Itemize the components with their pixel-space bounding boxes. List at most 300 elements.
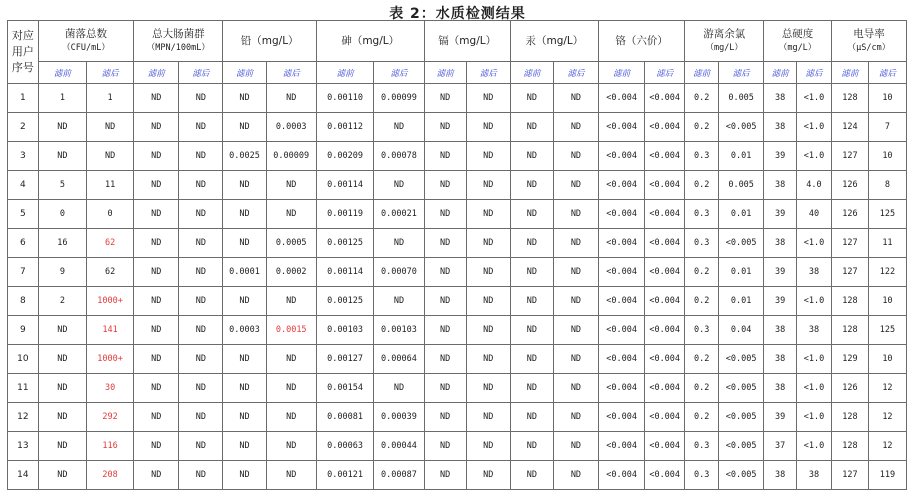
table-cell: 128 — [831, 403, 868, 432]
table-cell: 38 — [764, 171, 797, 200]
user-index-header — [8, 21, 39, 84]
table-cell: ND — [466, 84, 510, 113]
table-cell: ND — [553, 287, 598, 316]
table-cell: ND — [134, 258, 179, 287]
sub-label-before: 滤前 — [764, 62, 797, 84]
table-cell: ND — [466, 345, 510, 374]
table-cell: <0.004 — [599, 84, 645, 113]
table-cell: ND — [553, 84, 598, 113]
table-cell: ND — [179, 171, 223, 200]
table-cell: 0.2 — [685, 403, 719, 432]
table-cell: ND — [466, 432, 510, 461]
sub-label-after: 滤后 — [466, 62, 510, 84]
table-cell: 0.2 — [685, 345, 719, 374]
table-cell: ND — [38, 345, 86, 374]
table-cell: <0.004 — [599, 461, 645, 490]
table-cell: ND — [424, 200, 466, 229]
table-cell: ND — [510, 229, 553, 258]
table-cell: 0.2 — [685, 171, 719, 200]
table-cell: <1.0 — [797, 229, 832, 258]
row-index-cell: 9 — [8, 316, 39, 345]
table-cell: ND — [374, 113, 424, 142]
table-cell: 0.00063 — [316, 432, 373, 461]
chlorine-unit: （mg/L） — [705, 42, 743, 53]
table-cell: 125 — [868, 200, 906, 229]
table-cell: <0.004 — [599, 316, 645, 345]
table-cell: ND — [510, 316, 553, 345]
bacteria-unit: （CFU/mL） — [62, 42, 110, 53]
table-cell: <0.004 — [645, 84, 685, 113]
table-cell: ND — [223, 432, 266, 461]
table-cell: <0.004 — [645, 461, 685, 490]
table-cell: 122 — [868, 258, 906, 287]
table-cell: ND — [510, 403, 553, 432]
table-cell: ND — [374, 171, 424, 200]
table-cell: 39 — [764, 258, 797, 287]
table-cell: <0.004 — [645, 258, 685, 287]
table-cell: 0.0002 — [266, 258, 316, 287]
table-cell: 38 — [764, 84, 797, 113]
table-cell: ND — [553, 374, 598, 403]
table-cell: 0.2 — [685, 258, 719, 287]
table-cell: 1000+ — [87, 287, 134, 316]
table-cell: ND — [466, 171, 510, 200]
user-header-line-1: 对应 — [11, 29, 34, 42]
sub-label-before: 滤前 — [134, 62, 179, 84]
table-cell: 116 — [87, 432, 134, 461]
table-cell: ND — [38, 432, 86, 461]
table-cell: 0.01 — [719, 200, 764, 229]
table-row — [8, 84, 907, 113]
table-cell: <0.004 — [599, 374, 645, 403]
table-cell: 30 — [87, 374, 134, 403]
table-cell: <0.004 — [599, 229, 645, 258]
sub-header-row — [8, 62, 907, 84]
table-cell: 38 — [764, 113, 797, 142]
hardness-name: 总硬度 — [781, 27, 814, 40]
table-cell: 0.00070 — [374, 258, 424, 287]
table-cell: 0.00154 — [316, 374, 373, 403]
table-cell: ND — [266, 345, 316, 374]
sub-label-after: 滤后 — [553, 62, 598, 84]
table-cell: 127 — [831, 142, 868, 171]
table-cell: <1.0 — [797, 84, 832, 113]
table-cell: ND — [266, 171, 316, 200]
table-cell: <0.004 — [645, 142, 685, 171]
table-cell: ND — [424, 287, 466, 316]
table-cell: ND — [179, 432, 223, 461]
table-cell: 12 — [868, 403, 906, 432]
table-cell: <0.004 — [599, 258, 645, 287]
table-cell: <0.004 — [599, 345, 645, 374]
table-cell: 38 — [797, 258, 832, 287]
table-cell: ND — [134, 345, 179, 374]
table-cell: ND — [134, 461, 179, 490]
table-cell: ND — [134, 200, 179, 229]
table-cell: 2 — [38, 287, 86, 316]
table-cell: ND — [553, 345, 598, 374]
table-cell: 127 — [831, 258, 868, 287]
table-cell: ND — [424, 142, 466, 171]
table-cell: <0.004 — [599, 403, 645, 432]
table-cell: ND — [466, 403, 510, 432]
table-cell: 128 — [831, 316, 868, 345]
table-cell: ND — [223, 345, 266, 374]
table-cell: ND — [223, 374, 266, 403]
table-cell: ND — [424, 345, 466, 374]
table-cell: 62 — [87, 258, 134, 287]
table-cell: ND — [38, 374, 86, 403]
table-cell: <0.004 — [645, 200, 685, 229]
table-cell: 0.00103 — [374, 316, 424, 345]
table-cell: 0.01 — [719, 142, 764, 171]
table-cell: 0.00064 — [374, 345, 424, 374]
lead-header: 铅（mg/L） — [223, 21, 316, 62]
table-cell: ND — [424, 432, 466, 461]
table-cell: ND — [510, 374, 553, 403]
conductivity-unit: （μS/cm） — [847, 42, 891, 53]
table-cell: ND — [424, 316, 466, 345]
table-cell: 10 — [868, 142, 906, 171]
table-cell: <0.004 — [645, 229, 685, 258]
table-cell: 128 — [831, 287, 868, 316]
table-cell: <0.004 — [645, 403, 685, 432]
table-row — [8, 374, 907, 403]
row-index-cell: 5 — [8, 200, 39, 229]
table-cell: ND — [179, 316, 223, 345]
sub-label-before: 滤前 — [424, 62, 466, 84]
water-quality-table — [7, 20, 907, 490]
table-cell: 0.00125 — [316, 229, 373, 258]
table-cell: 10 — [868, 345, 906, 374]
row-index-cell: 3 — [8, 142, 39, 171]
chlorine-name: 游离余氯 — [703, 27, 746, 40]
table-cell: ND — [424, 258, 466, 287]
table-cell: ND — [424, 171, 466, 200]
table-cell: <0.004 — [599, 142, 645, 171]
table-cell: ND — [134, 316, 179, 345]
header-row — [8, 21, 907, 62]
table-cell: <1.0 — [797, 432, 832, 461]
table-cell: <0.004 — [645, 345, 685, 374]
table-cell: ND — [223, 403, 266, 432]
table-cell: ND — [510, 142, 553, 171]
hardness-unit: （mg/L） — [778, 42, 817, 53]
sub-label-before: 滤前 — [685, 62, 719, 84]
table-cell: 38 — [764, 316, 797, 345]
conductivity-name: 电导率 — [853, 27, 885, 40]
table-cell: <0.005 — [719, 432, 764, 461]
table-cell: ND — [510, 84, 553, 113]
table-cell: <0.004 — [645, 171, 685, 200]
table-cell: 40 — [797, 200, 832, 229]
table-cell: 39 — [764, 200, 797, 229]
table-cell: 5 — [38, 171, 86, 200]
table-cell: ND — [134, 84, 179, 113]
table-cell: 208 — [87, 461, 134, 490]
table-cell: ND — [553, 432, 598, 461]
table-cell: 0.3 — [685, 461, 719, 490]
table-cell: 0.00099 — [374, 84, 424, 113]
results-table-wrapper — [7, 20, 907, 490]
table-cell: <0.004 — [599, 171, 645, 200]
table-cell: 39 — [764, 287, 797, 316]
table-cell: ND — [223, 171, 266, 200]
table-cell: <0.004 — [599, 113, 645, 142]
table-cell: 0.00103 — [316, 316, 373, 345]
table-cell: 62 — [87, 229, 134, 258]
table-cell: 0.2 — [685, 113, 719, 142]
table-cell: 38 — [764, 374, 797, 403]
sub-label-after: 滤后 — [645, 62, 685, 84]
table-cell: 0.0005 — [266, 229, 316, 258]
table-cell: 0.005 — [719, 84, 764, 113]
coliform-header — [134, 21, 223, 62]
table-cell: 0.00081 — [316, 403, 373, 432]
table-cell: 119 — [868, 461, 906, 490]
sub-label-before: 滤前 — [831, 62, 868, 84]
table-cell: 38 — [797, 316, 832, 345]
table-cell: 0.005 — [719, 171, 764, 200]
table-cell: 128 — [831, 432, 868, 461]
user-header-line-3: 序号 — [11, 61, 34, 74]
table-cell: 128 — [831, 84, 868, 113]
sub-label-after: 滤后 — [719, 62, 764, 84]
table-cell: 38 — [797, 461, 832, 490]
table-cell: 126 — [831, 171, 868, 200]
table-cell: ND — [374, 229, 424, 258]
coliform-unit: （MPN/100mL） — [146, 42, 210, 53]
table-cell: 1 — [87, 84, 134, 113]
table-cell: 12 — [868, 374, 906, 403]
arsenic-header: 砷（mg/L） — [316, 21, 424, 62]
table-cell: 141 — [87, 316, 134, 345]
table-cell: 0.3 — [685, 229, 719, 258]
sub-label-before: 滤前 — [599, 62, 645, 84]
sub-label-before: 滤前 — [316, 62, 373, 84]
table-cell: 7 — [868, 113, 906, 142]
user-header-line-2: 用户 — [11, 45, 34, 58]
table-cell: ND — [179, 461, 223, 490]
mercury-header: 汞（mg/L） — [510, 21, 598, 62]
table-cell: <0.004 — [645, 113, 685, 142]
table-cell: ND — [223, 200, 266, 229]
table-cell: 0.00112 — [316, 113, 373, 142]
table-row — [8, 461, 907, 490]
table-cell: 129 — [831, 345, 868, 374]
table-cell: <1.0 — [797, 403, 832, 432]
table-cell: ND — [38, 403, 86, 432]
table-cell: ND — [553, 316, 598, 345]
table-cell: 126 — [831, 200, 868, 229]
table-cell: ND — [266, 287, 316, 316]
table-row — [8, 258, 907, 287]
table-cell: ND — [134, 287, 179, 316]
table-cell: ND — [424, 461, 466, 490]
table-cell: ND — [134, 374, 179, 403]
table-cell: 0.3 — [685, 142, 719, 171]
table-cell: 126 — [831, 374, 868, 403]
table-cell: <1.0 — [797, 374, 832, 403]
table-row — [8, 345, 907, 374]
table-cell: ND — [424, 403, 466, 432]
table-cell: ND — [266, 200, 316, 229]
table-cell: 4.0 — [797, 171, 832, 200]
table-cell: ND — [510, 258, 553, 287]
table-cell: ND — [179, 345, 223, 374]
table-cell: ND — [223, 84, 266, 113]
table-cell: <0.004 — [645, 432, 685, 461]
table-cell: <0.005 — [719, 374, 764, 403]
table-cell: 0.3 — [685, 316, 719, 345]
sub-label-after: 滤后 — [266, 62, 316, 84]
table-cell: 0.0025 — [223, 142, 266, 171]
table-cell: ND — [38, 113, 86, 142]
table-cell: ND — [179, 84, 223, 113]
table-cell: <0.004 — [599, 432, 645, 461]
table-cell: ND — [553, 258, 598, 287]
table-cell: 0.04 — [719, 316, 764, 345]
table-cell: 0.00039 — [374, 403, 424, 432]
table-cell: ND — [510, 345, 553, 374]
table-cell: ND — [553, 142, 598, 171]
table-cell: 0.01 — [719, 258, 764, 287]
table-cell: 0.00209 — [316, 142, 373, 171]
table-cell: ND — [553, 171, 598, 200]
table-cell: 0.0015 — [266, 316, 316, 345]
table-cell: ND — [510, 287, 553, 316]
table-cell: 39 — [764, 403, 797, 432]
table-cell: 0.2 — [685, 84, 719, 113]
table-cell: 0.00044 — [374, 432, 424, 461]
chlorine-header — [685, 21, 764, 62]
table-cell: <0.004 — [645, 374, 685, 403]
table-cell: 0.00078 — [374, 142, 424, 171]
table-cell: ND — [179, 200, 223, 229]
table-cell: ND — [424, 113, 466, 142]
cadmium-header: 镉（mg/L） — [424, 21, 510, 62]
table-cell: ND — [266, 374, 316, 403]
hardness-header — [764, 21, 832, 62]
table-cell: 12 — [868, 432, 906, 461]
table-row — [8, 287, 907, 316]
table-cell: <1.0 — [797, 287, 832, 316]
row-index-cell: 7 — [8, 258, 39, 287]
table-cell: ND — [179, 287, 223, 316]
table-cell: ND — [179, 258, 223, 287]
table-cell: <1.0 — [797, 142, 832, 171]
table-cell: <0.005 — [719, 403, 764, 432]
table-cell: 0.01 — [719, 287, 764, 316]
table-cell: ND — [510, 200, 553, 229]
table-cell: 39 — [764, 142, 797, 171]
table-cell: ND — [179, 113, 223, 142]
row-index-cell: 6 — [8, 229, 39, 258]
table-row — [8, 229, 907, 258]
sub-label-after: 滤后 — [374, 62, 424, 84]
sub-label-before: 滤前 — [38, 62, 86, 84]
table-cell: 292 — [87, 403, 134, 432]
row-index-cell: 14 — [8, 461, 39, 490]
table-cell: 0.00114 — [316, 171, 373, 200]
table-cell: ND — [424, 229, 466, 258]
table-cell: 127 — [831, 461, 868, 490]
table-cell: ND — [179, 142, 223, 171]
table-title: 表 2：水质检测结果 — [389, 6, 526, 22]
table-cell: 0.00125 — [316, 287, 373, 316]
table-cell: ND — [223, 229, 266, 258]
table-cell: 0.00110 — [316, 84, 373, 113]
row-index-cell: 12 — [8, 403, 39, 432]
table-cell: <0.005 — [719, 113, 764, 142]
sub-label-after: 滤后 — [868, 62, 906, 84]
table-cell: 38 — [764, 461, 797, 490]
table-cell: ND — [466, 200, 510, 229]
table-cell: ND — [134, 229, 179, 258]
table-row — [8, 316, 907, 345]
bacteria-name: 菌落总数 — [64, 27, 107, 40]
table-cell: ND — [553, 113, 598, 142]
table-cell: ND — [266, 432, 316, 461]
table-cell: ND — [510, 461, 553, 490]
row-index-cell: 13 — [8, 432, 39, 461]
table-row — [8, 403, 907, 432]
table-cell: 16 — [38, 229, 86, 258]
table-cell: 11 — [868, 229, 906, 258]
table-row — [8, 171, 907, 200]
table-cell: ND — [266, 84, 316, 113]
table-cell: ND — [510, 432, 553, 461]
table-cell: ND — [466, 142, 510, 171]
table-cell: 10 — [868, 84, 906, 113]
table-cell: <0.004 — [645, 287, 685, 316]
table-cell: ND — [38, 461, 86, 490]
row-index-cell: 1 — [8, 84, 39, 113]
table-row — [8, 200, 907, 229]
table-cell: ND — [466, 374, 510, 403]
row-index-cell: 11 — [8, 374, 39, 403]
table-cell: 0.3 — [685, 200, 719, 229]
table-cell: <1.0 — [797, 113, 832, 142]
table-cell: 124 — [831, 113, 868, 142]
table-cell: ND — [553, 461, 598, 490]
table-cell: ND — [179, 229, 223, 258]
table-cell: ND — [553, 403, 598, 432]
table-cell: ND — [510, 113, 553, 142]
table-cell: ND — [38, 316, 86, 345]
table-cell: ND — [87, 142, 134, 171]
table-cell: ND — [374, 374, 424, 403]
sub-label-before: 滤前 — [510, 62, 553, 84]
table-row — [8, 142, 907, 171]
row-index-cell: 4 — [8, 171, 39, 200]
table-cell: 38 — [764, 229, 797, 258]
table-cell: 10 — [868, 287, 906, 316]
table-cell: ND — [223, 113, 266, 142]
table-cell: 37 — [764, 432, 797, 461]
table-cell: 127 — [831, 229, 868, 258]
table-cell: ND — [179, 403, 223, 432]
table-cell: ND — [134, 142, 179, 171]
table-cell: ND — [424, 374, 466, 403]
table-cell: ND — [134, 432, 179, 461]
table-cell: 125 — [868, 316, 906, 345]
table-cell: 0.2 — [685, 374, 719, 403]
table-cell: <0.005 — [719, 229, 764, 258]
table-cell: ND — [466, 113, 510, 142]
table-cell: ND — [466, 258, 510, 287]
table-cell: <1.0 — [797, 345, 832, 374]
